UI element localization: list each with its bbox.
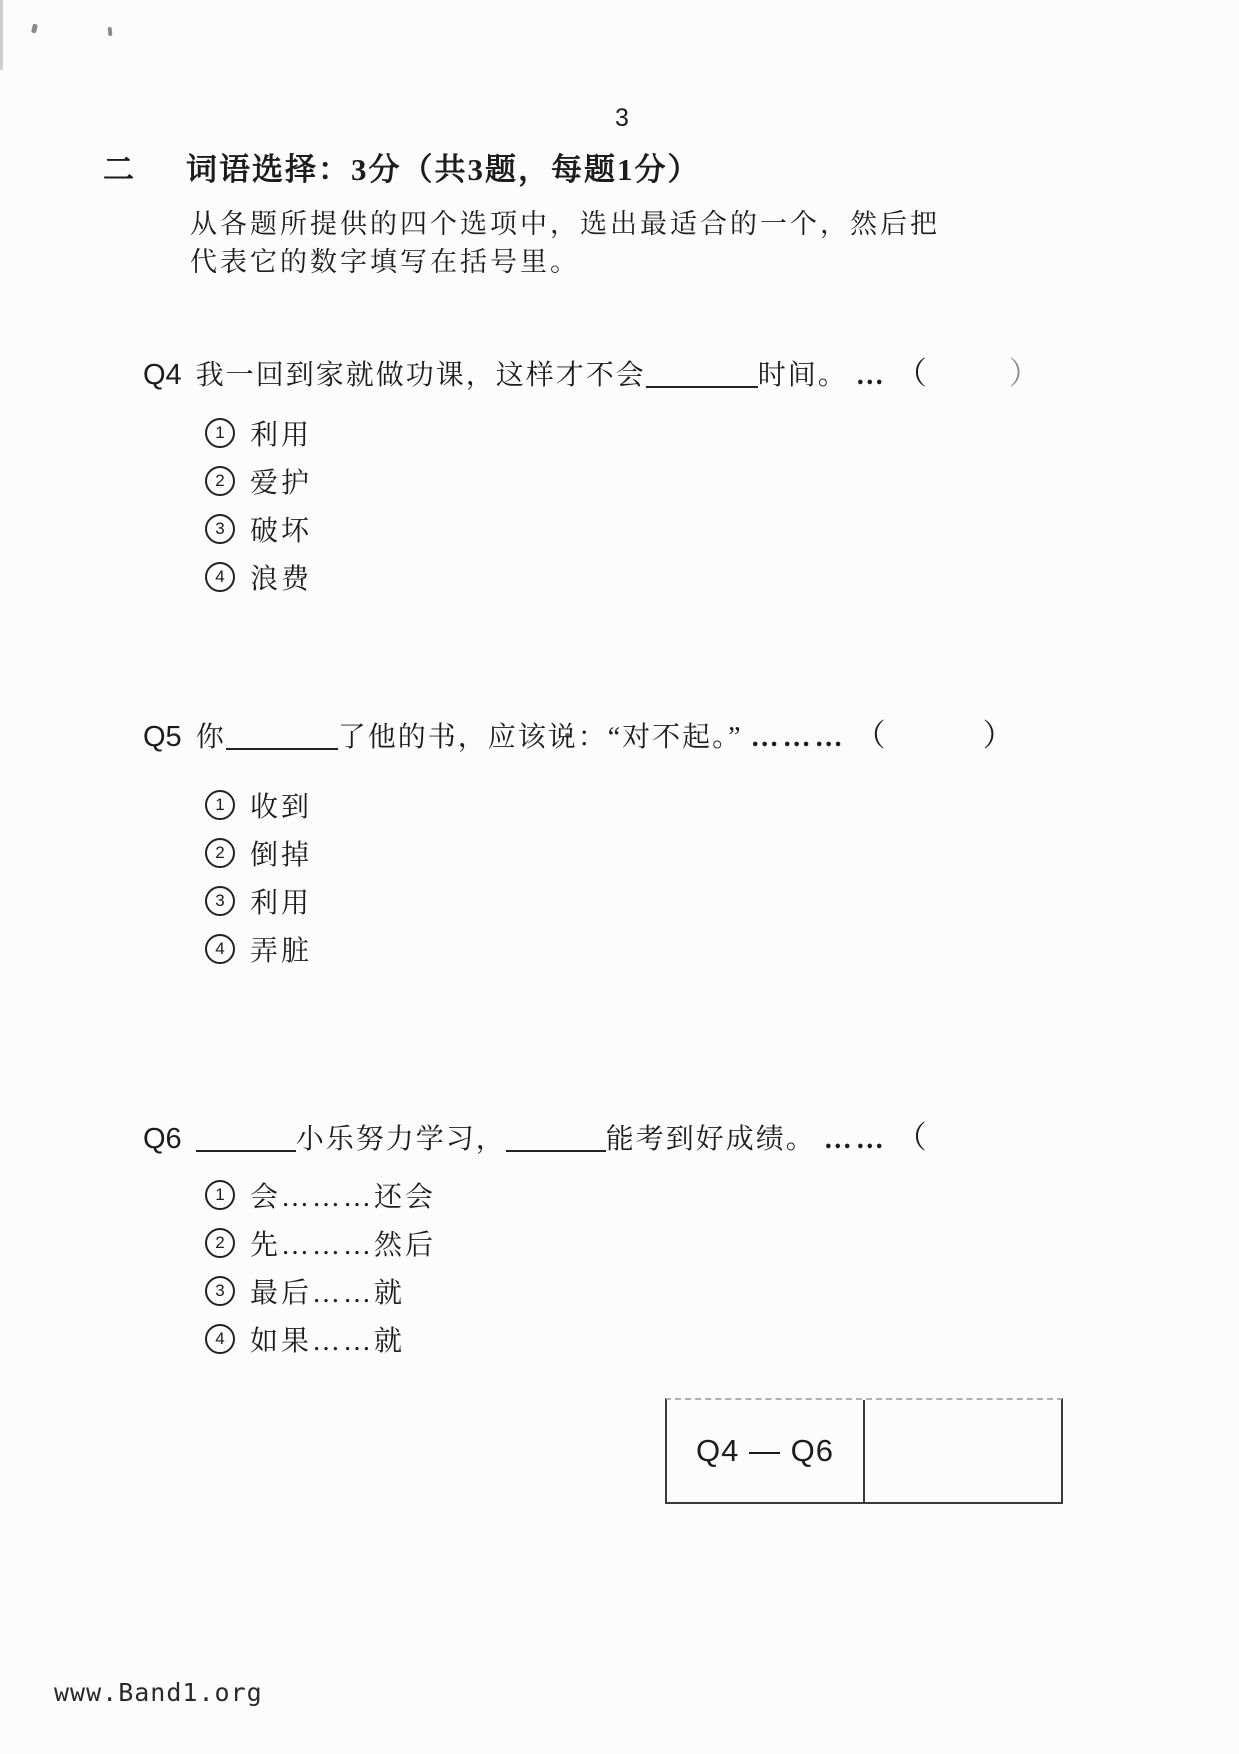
option-row bbox=[205, 457, 1203, 505]
option-number-circle: 2 bbox=[205, 466, 235, 496]
dotted-leader: … bbox=[855, 360, 888, 391]
question-text: 我一回到家就做功课，这样才不会 bbox=[195, 360, 646, 391]
option-text: 会………还会 bbox=[250, 1182, 437, 1213]
option-number-circle: 2 bbox=[205, 1228, 235, 1258]
question-text: 了他的书，应该说：“对不起。” bbox=[337, 722, 743, 753]
scan-edge-artifact bbox=[0, 0, 3, 70]
option-number-circle: 2 bbox=[205, 838, 235, 868]
option-row bbox=[205, 1315, 1203, 1363]
options-list bbox=[143, 409, 1203, 601]
option-text: 收到 bbox=[250, 792, 313, 823]
option-text: 弄脏 bbox=[250, 936, 313, 967]
option-number-circle: 1 bbox=[205, 790, 235, 820]
question-q6 bbox=[143, 1112, 1203, 1363]
option-number-circle: 3 bbox=[205, 1276, 235, 1306]
option-row bbox=[205, 409, 1203, 457]
option-number-circle: 4 bbox=[205, 1324, 235, 1354]
option-number-circle: 1 bbox=[205, 1180, 235, 1210]
question-text: 小乐努力学习， bbox=[295, 1124, 506, 1155]
option-row bbox=[205, 781, 1203, 829]
option-number-circle: 1 bbox=[205, 418, 235, 448]
section-index: 二 bbox=[103, 152, 136, 187]
options-list bbox=[143, 1171, 1203, 1363]
option-text: 利用 bbox=[250, 420, 313, 451]
scan-artifact bbox=[108, 27, 113, 36]
scan-artifact bbox=[31, 24, 38, 34]
option-text: 破坏 bbox=[250, 516, 313, 547]
option-text: 爱护 bbox=[250, 468, 313, 499]
answer-paren-close: ） bbox=[982, 718, 1016, 753]
option-row bbox=[205, 829, 1203, 877]
question-prompt bbox=[143, 1112, 1203, 1157]
answer-paren-open: （ bbox=[854, 718, 888, 753]
instruction-line-1: 从各题所提供的四个选项中，选出最适合的一个，然后把 bbox=[190, 209, 940, 239]
answer-blank bbox=[646, 384, 758, 388]
option-row bbox=[205, 505, 1203, 553]
section-title: 词语选择：3分（共3题，每题1分） bbox=[186, 152, 701, 187]
option-text: 浪费 bbox=[250, 564, 313, 595]
footer-url: www.Band1.org bbox=[54, 1678, 263, 1707]
instruction-line-2: 代表它的数字填写在括号里。 bbox=[190, 247, 580, 277]
option-row bbox=[205, 1267, 1203, 1315]
question-prompt bbox=[143, 348, 1203, 393]
score-range-label: Q4 — Q6 bbox=[696, 1433, 834, 1468]
option-text: 最后……就 bbox=[250, 1278, 406, 1309]
answer-paren-open: （ bbox=[895, 1120, 929, 1155]
option-text: 利用 bbox=[250, 888, 313, 919]
option-row bbox=[205, 1171, 1203, 1219]
question-text: 时间。 bbox=[757, 360, 848, 391]
option-text: 如果……就 bbox=[250, 1326, 406, 1357]
option-number-circle: 3 bbox=[205, 514, 235, 544]
answer-blank bbox=[196, 1148, 296, 1152]
score-entry-cell bbox=[865, 1400, 1061, 1502]
score-box bbox=[665, 1398, 1063, 1504]
option-text: 先………然后 bbox=[250, 1230, 437, 1261]
question-text: 能考到好成绩。 bbox=[605, 1124, 816, 1155]
question-text: 你 bbox=[195, 722, 226, 753]
answer-paren-open: （ bbox=[895, 356, 929, 391]
question-q4 bbox=[143, 348, 1203, 601]
options-list bbox=[143, 781, 1203, 973]
option-row bbox=[205, 877, 1203, 925]
question-label: Q4 bbox=[143, 359, 182, 391]
option-number-circle: 4 bbox=[205, 934, 235, 964]
option-text: 倒掉 bbox=[250, 840, 313, 871]
answer-paren-close: ） bbox=[1008, 356, 1042, 391]
answer-blank bbox=[506, 1148, 606, 1152]
option-row bbox=[205, 553, 1203, 601]
question-q5 bbox=[143, 710, 1203, 973]
question-prompt bbox=[143, 710, 1203, 755]
answer-blank bbox=[226, 746, 338, 750]
page-number: 3 bbox=[615, 104, 629, 132]
section-header bbox=[103, 144, 701, 189]
option-number-circle: 4 bbox=[205, 562, 235, 592]
question-label: Q6 bbox=[143, 1123, 182, 1155]
score-range-cell bbox=[667, 1400, 865, 1502]
option-number-circle: 3 bbox=[205, 886, 235, 916]
question-label: Q5 bbox=[143, 721, 182, 753]
dotted-leader: ……… bbox=[750, 722, 847, 753]
option-row bbox=[205, 925, 1203, 973]
option-row bbox=[205, 1219, 1203, 1267]
dotted-leader: …… bbox=[823, 1124, 888, 1155]
